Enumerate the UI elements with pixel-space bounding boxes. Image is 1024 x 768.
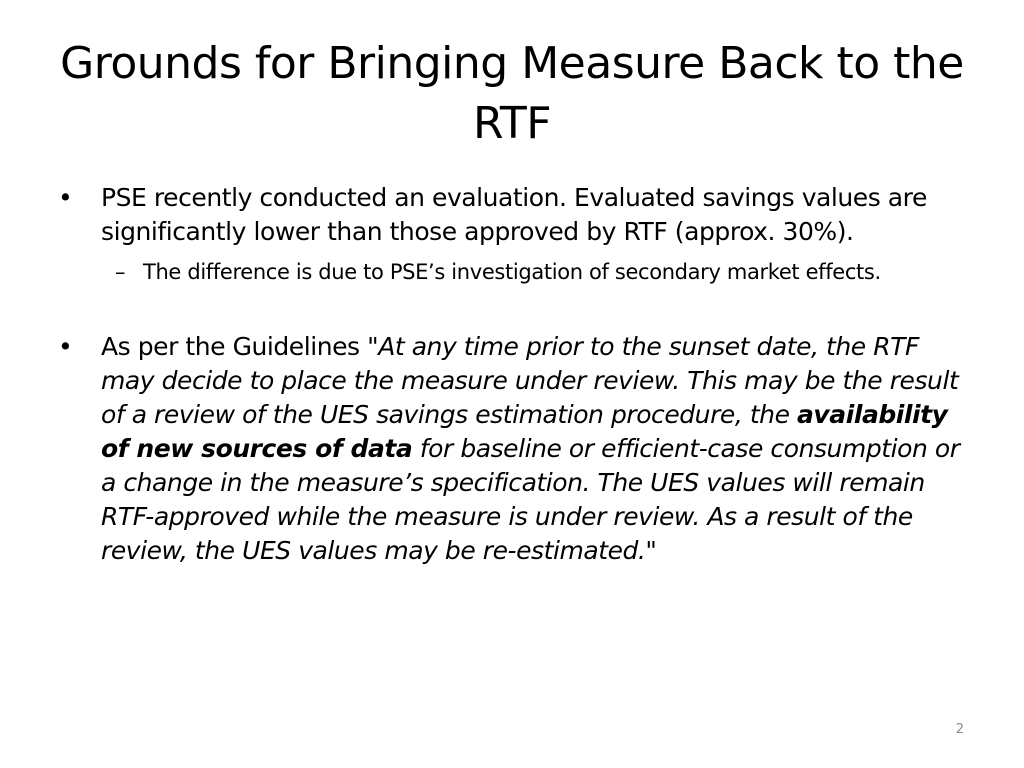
sub-bullet-difference-text: The difference is due to PSE’s investigation of secondary market effects. <box>143 260 881 284</box>
guidelines-quote-emphasis: availability of new sources of data <box>101 400 948 463</box>
bullet-guidelines <box>58 330 968 568</box>
sub-bullet-difference <box>101 257 968 287</box>
slide-number: 2 <box>955 722 964 737</box>
bullet-evaluation <box>58 181 968 249</box>
bullet-marker: • <box>58 183 73 212</box>
bullet-marker: • <box>58 332 73 361</box>
guidelines-quote-part-2: for baseline or efficient-case consumption or a change in the measure’s specification. The UES values will remain RTF-approved while the measure is under review. As a result of the review, the UES values may be re-estimated." <box>101 434 960 565</box>
bullet-guidelines-intro: As per the Guidelines <box>101 332 368 361</box>
slide-content <box>58 181 968 568</box>
guidelines-quote-part-1: "At any time prior to the sunset date, the RTF may decide to place the measure under review. This may be the result of a review of the UES savings estimation procedure, the <box>101 332 959 429</box>
guidelines-quote <box>101 332 960 565</box>
slide-title: Grounds for Bringing Measure Back to the RTF <box>60 38 964 149</box>
bullet-evaluation-text: PSE recently conducted an evaluation. Evaluated savings values are significantly lower than those approved by RTF (approx. 30%). <box>101 183 927 246</box>
sub-bullet-marker: – <box>115 260 126 284</box>
